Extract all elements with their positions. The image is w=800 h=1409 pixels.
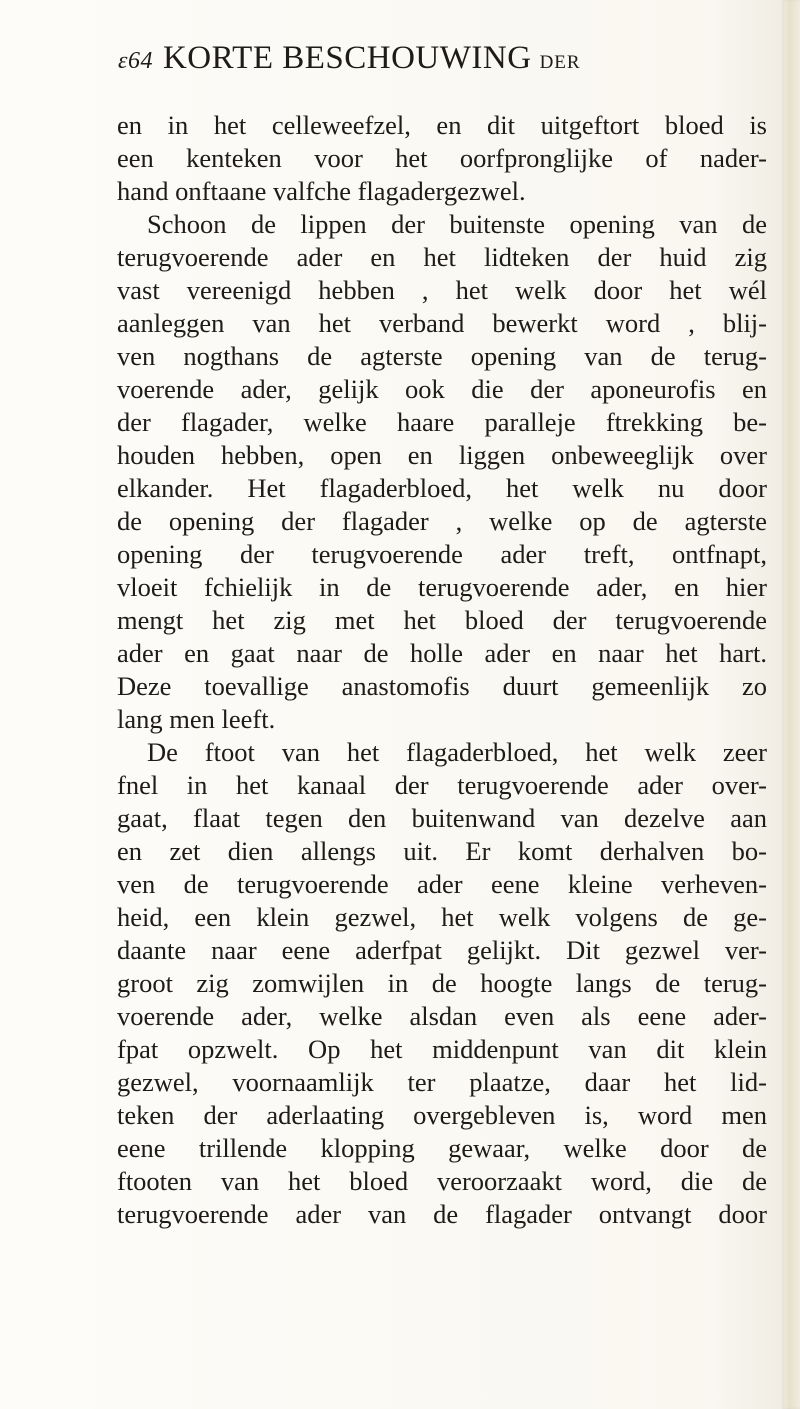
text-line: Deze toevallige anastomofis duurt gemeenlijk zo xyxy=(117,671,767,701)
text-line: een kenteken voor het oorfpronglijke of nader- xyxy=(117,143,767,173)
text-line: De ftoot van het flagaderbloed, het welk zeer xyxy=(147,737,767,767)
text-line: fpat opzwelt. Op het middenpunt van dit klein xyxy=(117,1034,767,1064)
text-line: vloeit fchielijk in de terugvoerende ader, en hier xyxy=(117,572,767,602)
text-line: teken der aderlaating overgebleven is, word men xyxy=(117,1100,767,1130)
text-line: mengt het zig met het bloed der terugvoerende xyxy=(117,605,767,635)
text-line: hand onftaane valfche flagadergezwel. xyxy=(117,176,526,206)
text-line: terugvoerende ader en het lidteken der huid zig xyxy=(117,242,767,272)
text-line: elkander. Het flagaderbloed, het welk nu door xyxy=(117,473,767,503)
text-line: opening der terugvoerende ader treft, ontfnapt, xyxy=(117,539,767,569)
text-line: houden hebben, open en liggen onbeweeglijk over xyxy=(117,440,767,470)
text-line: vast vereenigd hebben , het welk door het wél xyxy=(117,275,767,305)
text-line: groot zig zomwijlen in de hoogte langs de terug- xyxy=(117,968,767,998)
text-line: voerende ader, gelijk ook die der aponeurofis en xyxy=(117,374,767,404)
text-line: ven nogthans de agterste opening van de terug- xyxy=(117,341,767,371)
text-line: der flagader, welke haare paralleje ftrekking be- xyxy=(117,407,767,437)
text-line: en zet dien allengs uit. Er komt derhalven bo- xyxy=(117,836,767,866)
text-line: eene trillende klopping gewaar, welke door de xyxy=(117,1133,767,1163)
body-text xyxy=(117,109,767,1231)
text-line: fnel in het kanaal der terugvoerende ader over- xyxy=(117,770,767,800)
text-line: Schoon de lippen der buitenste opening van de xyxy=(147,209,767,239)
text-line: gaat, flaat tegen den buitenwand van dezelve aan xyxy=(117,803,767,833)
text-line: de opening der flagader , welke op de agterste xyxy=(117,506,767,536)
text-line: ftooten van het bloed veroorzaakt word, die de xyxy=(117,1166,767,1196)
text-line: en in het celleweefzel, en dit uitgeftort bloed is xyxy=(117,110,767,140)
header-title-tail: DER xyxy=(539,52,581,73)
text-line: heid, een klein gezwel, het welk volgens de ge- xyxy=(117,902,767,932)
text-line: ader en gaat naar de holle ader en naar het hart. xyxy=(117,638,767,668)
running-header xyxy=(118,40,678,88)
text-line: ven de terugvoerende ader eene kleine verheven- xyxy=(117,869,767,899)
text-line: gezwel, voornaamlijk ter plaatze, daar het lid- xyxy=(117,1067,767,1097)
text-line: aanleggen van het verband bewerkt word , blij- xyxy=(117,308,767,338)
header-title: KORTE BESCHOUWING xyxy=(162,40,532,76)
text-line: voerende ader, welke alsdan even als eene ader- xyxy=(117,1001,767,1031)
text-line: lang men leeft. xyxy=(117,704,276,734)
text-line: terugvoerende ader van de flagader ontvangt door xyxy=(117,1199,767,1229)
page-edge xyxy=(782,0,800,1409)
text-line: daante naar eene aderfpat gelijkt. Dit gezwel ver- xyxy=(117,935,767,965)
page-number: ɛ64 xyxy=(118,48,153,74)
